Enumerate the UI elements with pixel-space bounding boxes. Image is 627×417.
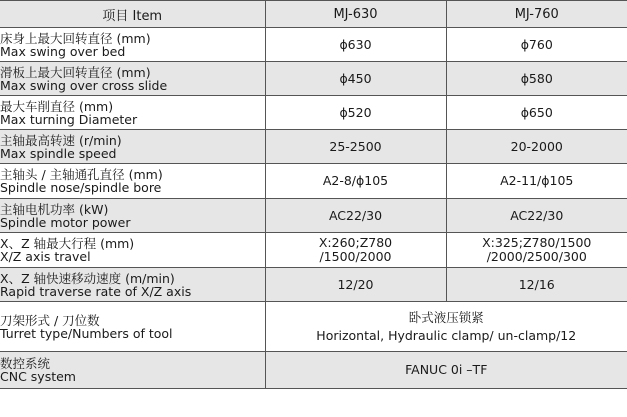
- value-model-2: A2-11/ϕ105: [446, 164, 627, 199]
- value-model-1: [265, 233, 446, 268]
- row-label: [0, 130, 265, 164]
- label-zh: 床身上最大回转直径 (mm): [0, 30, 151, 46]
- label-en: Turret type/Numbers of tool: [0, 325, 173, 341]
- value-line: /2000/2500/300: [486, 249, 587, 264]
- value-model-2: [446, 233, 627, 268]
- row-label: [0, 233, 265, 268]
- value-model-2: ϕ760: [446, 28, 627, 62]
- label-zh: 最大车削直径 (mm): [0, 98, 114, 114]
- value-model-1: 25-2500: [265, 130, 446, 164]
- table-row: [0, 199, 627, 233]
- table-row: [0, 164, 627, 199]
- row-label: [0, 268, 265, 302]
- value-model-1: ϕ450: [265, 62, 446, 96]
- label-en: X/Z axis travel: [0, 249, 91, 264]
- value-line: /1500/2000: [319, 249, 392, 264]
- header-row: [0, 1, 627, 28]
- value-model-1: ϕ520: [265, 96, 446, 130]
- cnc-value: FANUC 0i –TF: [265, 352, 627, 389]
- label-en: Spindle nose/spindle bore: [0, 180, 162, 195]
- value-line: X:325;Z780/1500: [482, 235, 592, 250]
- row-label: [0, 96, 265, 130]
- table-row: [0, 233, 627, 268]
- table-row: [0, 130, 627, 164]
- turret-value-en: Horizontal, Hydraulic clamp/ un-clamp/12: [316, 327, 577, 343]
- value-model-1: 12/20: [265, 268, 446, 302]
- value-model-2: AC22/30: [446, 199, 627, 233]
- value-model-2: ϕ650: [446, 96, 627, 130]
- label-zh: 滑板上最大回转直径 (mm): [0, 64, 151, 80]
- label-zh: 主轴最高转速 (r/min): [0, 132, 122, 148]
- label-en: Max turning Diameter: [0, 111, 138, 127]
- label-en: CNC system: [0, 369, 76, 384]
- table-row: [0, 62, 627, 96]
- label-zh: 刀架形式 / 刀位数: [0, 312, 100, 328]
- label-zh: 主轴头 / 主轴通孔直径 (mm): [0, 167, 163, 182]
- value-model-1: AC22/30: [265, 199, 446, 233]
- label-en: Max swing over cross slide: [0, 77, 168, 93]
- label-en: Max spindle speed: [0, 145, 117, 161]
- label-zh: 数控系统: [0, 356, 51, 371]
- row-label: [0, 352, 265, 389]
- table-row: [0, 268, 627, 302]
- table-row: [0, 28, 627, 62]
- table-row-turret: [0, 302, 627, 352]
- label-en: Spindle motor power: [0, 214, 131, 230]
- value-line: X:260;Z780: [318, 235, 393, 250]
- header-model-1: MJ-630: [265, 1, 446, 28]
- row-label: [0, 28, 265, 62]
- label-zh: X、Z 轴快速移动速度 (m/min): [0, 270, 175, 286]
- value-model-1: ϕ630: [265, 28, 446, 62]
- turret-value-zh: 卧式液压锁紧: [408, 309, 484, 325]
- value-model-2: ϕ580: [446, 62, 627, 96]
- header-item: 项目 Item: [0, 1, 265, 28]
- label-en: Rapid traverse rate of X/Z axis: [0, 283, 192, 299]
- value-model-2: 12/16: [446, 268, 627, 302]
- value-model-1: A2-8/ϕ105: [265, 164, 446, 199]
- header-model-2: MJ-760: [446, 1, 627, 28]
- label-zh: X、Z 轴最大行程 (mm): [0, 236, 135, 251]
- label-en: Max swing over bed: [0, 43, 126, 59]
- row-label: [0, 199, 265, 233]
- value-model-2: 20-2000: [446, 130, 627, 164]
- table-row: [0, 96, 627, 130]
- row-label: [0, 164, 265, 199]
- table-row-cnc: [0, 352, 627, 389]
- label-zh: 主轴电机功率 (kW): [0, 201, 109, 217]
- row-label: [0, 302, 265, 352]
- row-label: [0, 62, 265, 96]
- turret-value: [265, 302, 627, 352]
